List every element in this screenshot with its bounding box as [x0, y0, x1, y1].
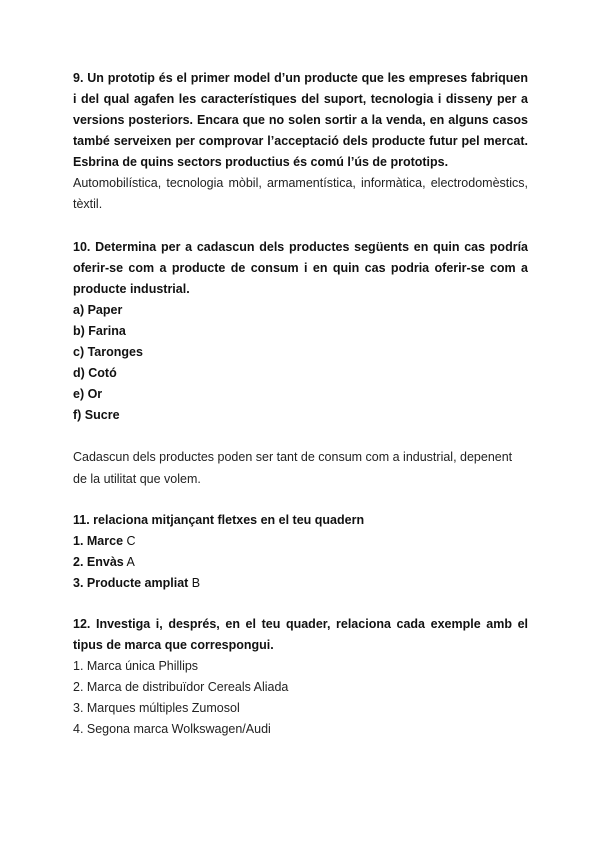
answer-10: Cadascun dels productes poden ser tant de consum com a industrial, depenent de la utilitat que volem. — [73, 450, 513, 486]
document-page — [73, 68, 528, 740]
question-11: 11. relaciona mitjançant fletxes en el teu quadern — [73, 513, 365, 527]
q10-item-c: c) Taronges — [73, 345, 143, 359]
q11-item-2-label: 2. Envàs — [73, 555, 124, 569]
question-10: 10. Determina per a cadascun dels productes següents en quin cas podría oferir-se com a producte de consum i en quin cas podria oferir-se com a producte industrial. — [73, 240, 528, 296]
q11-item-1 — [73, 531, 528, 552]
answer-9: Automobilística, tecnologia mòbil, armamentística, informàtica, electrodomèstics, tèxtil. — [73, 176, 528, 211]
q10-item-d: d) Cotó — [73, 366, 117, 380]
q10-item-b: b) Farina — [73, 324, 126, 338]
q12-item-4: 4. Segona marca Wolkswagen/Audi — [73, 722, 271, 736]
question-9: 9. Un prototip és el primer model d’un producte que les empreses fabriquen i del qual agafen les característiques del suport, tecnologia i disseny per a versions posteriors. Encara que no solen sortir a la venda, en alguns casos també serveixen per comprovar l’acceptació dels producte futur pel mercat. Esbrina de quins sectors productius és comú l’ús de prototips. — [73, 71, 528, 169]
q10-item-f: f) Sucre — [73, 408, 120, 422]
q11-item-2 — [73, 552, 528, 573]
question-12: 12. Investiga i, després, en el teu quader, relaciona cada exemple amb el tipus de marca que correspongui. — [73, 617, 528, 652]
q11-item-3-value: B — [191, 576, 201, 590]
q10-item-e: e) Or — [73, 387, 103, 401]
q11-item-3 — [73, 573, 528, 594]
q12-item-3: 3. Marques múltiples Zumosol — [73, 701, 240, 715]
q11-item-1-value: C — [126, 534, 136, 548]
q12-item-1: 1. Marca única Phillips — [73, 659, 199, 673]
q11-item-2-value: A — [126, 555, 135, 569]
q10-item-a: a) Paper — [73, 303, 123, 317]
q12-item-2: 2. Marca de distribuïdor Cereals Aliada — [73, 680, 289, 694]
q11-item-1-label: 1. Marce — [73, 534, 124, 548]
q11-item-3-label: 3. Producte ampliat — [73, 576, 189, 590]
